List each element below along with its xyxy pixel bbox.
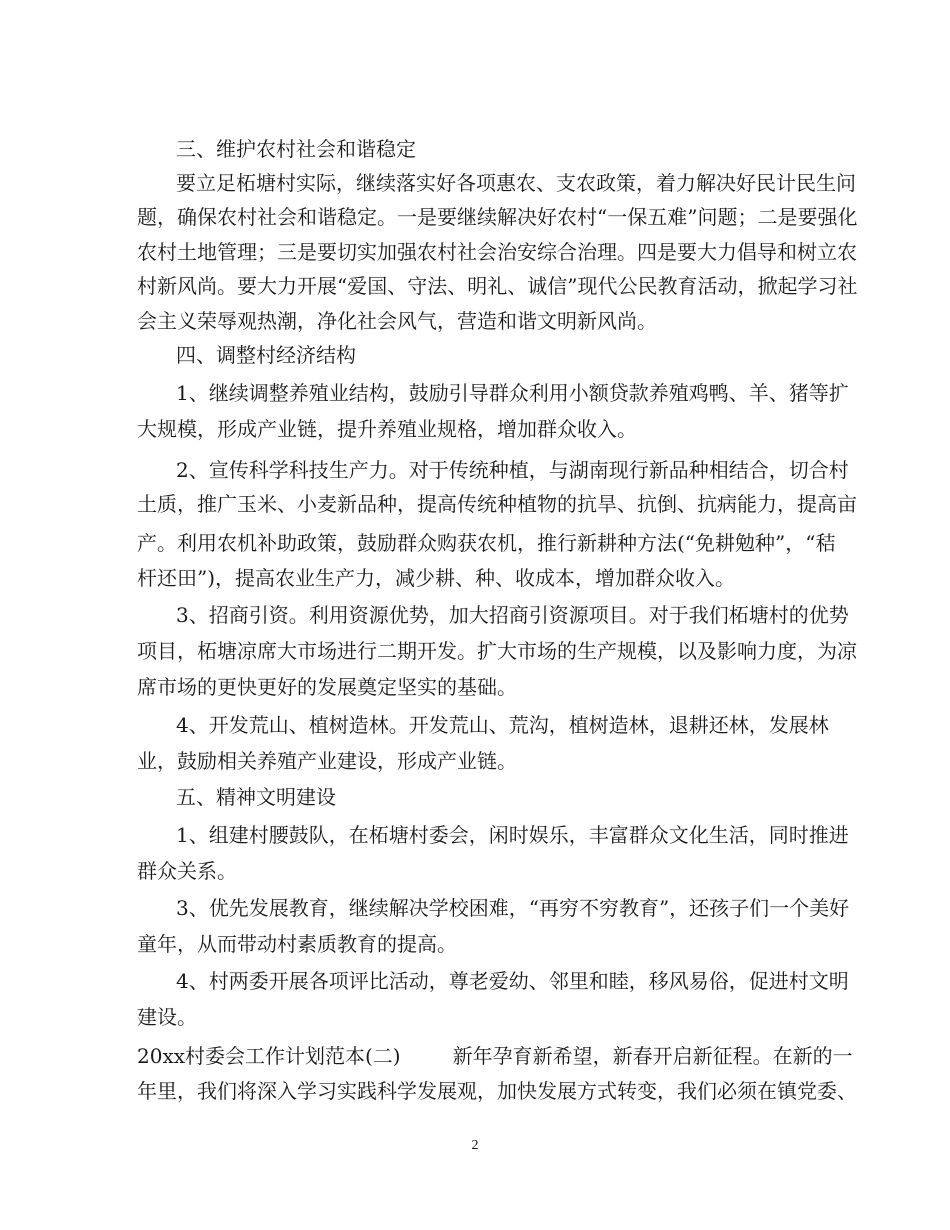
paragraph-line: 年里，我们将深入学习实践科学发展观，加快发展方式转变，我们必须在镇党委、	[137, 1079, 857, 1103]
section-heading-line	[137, 1043, 853, 1069]
paragraph-line: 产。利用农机补助政策，鼓励群众购获农机，推行新耕种方法(“免耕勉种”，“秸	[137, 531, 836, 555]
paragraph-line: 题，确保农村社会和谐稳定。一是要继续解决好农村“一保五难”问题；二是要强化	[137, 205, 858, 229]
paragraph-line: 业，鼓励相关养殖产业建设，形成产业链。	[137, 749, 517, 773]
section-heading-5: 五、精神文明建设	[176, 785, 336, 809]
paragraph-line: 群众关系。	[137, 859, 237, 883]
paragraph-line: 土质，推广玉米、小麦新品种，提高传统种植物的抗旱、抗倒、抗病能力，提高亩	[137, 492, 857, 516]
section-intro: 新年孕育新希望，新春开启新征程。在新的一	[452, 1044, 853, 1068]
paragraph-line: 童年，从而带动村素质教育的提高。	[137, 932, 457, 956]
paragraph-line: 要立足柘塘村实际，继续落实好各项惠农、支农政策，着力解决好民计民生问	[176, 171, 856, 195]
paragraph-line: 3、招商引资。利用资源优势，加大招商引资源项目。对于我们柘塘村的优势	[176, 603, 849, 627]
paragraph-line: 4、村两委开展各项评比活动，尊老爱幼、邻里和睦，移风易俗，促进村文明	[176, 969, 849, 993]
paragraph-line: 席市场的更快更好的发展奠定坚实的基础。	[137, 675, 517, 699]
section-heading-3: 三、维护农村社会和谐稳定	[176, 137, 416, 161]
section-heading-4: 四、调整村经济结构	[176, 343, 356, 367]
section-heading: 20xx村委会工作计划范本(二)	[137, 1044, 401, 1068]
page-number: 2	[471, 1138, 479, 1153]
paragraph-line: 杆还田”)，提高农业生产力，减少耕、种、收成本，增加群众收入。	[137, 566, 736, 590]
paragraph-line: 村新风尚。要大力开展“爱国、守法、明礼、诚信”现代公民教育活动，掀起学习社	[137, 274, 858, 298]
paragraph-line: 1、组建村腰鼓队，在柘塘村委会，闲时娱乐，丰富群众文化生活，同时推进	[176, 823, 849, 847]
paragraph-line: 项目，柘塘凉席大市场进行二期开发。扩大市场的生产规模，以及影响力度，为凉	[137, 639, 857, 663]
paragraph-line: 3、优先发展教育，继续解决学校困难，“再穷不穷教育”，还孩子们一个美好	[176, 896, 850, 920]
paragraph-line: 4、开发荒山、植树造林。开发荒山、荒沟，植树造林，退耕还林，发展林	[176, 713, 829, 737]
paragraph-line: 2、宣传科学科技生产力。对于传统种植，与湖南现行新品种相结合，切合村	[176, 458, 849, 482]
paragraph-line: 1、继续调整养殖业结构，鼓励引导群众利用小额贷款养殖鸡鸭、羊、猪等扩	[176, 381, 849, 405]
paragraph-line: 大规模，形成产业链，提升养殖业规格，增加群众收入。	[137, 417, 637, 441]
paragraph-line: 会主义荣辱观热潮，净化社会风气，营造和谐文明新风尚。	[137, 309, 657, 333]
paragraph-line: 农村土地管理；三是要切实加强农村社会治安综合治理。四是要大力倡导和树立农	[137, 240, 857, 264]
paragraph-line: 建设。	[137, 1005, 197, 1029]
